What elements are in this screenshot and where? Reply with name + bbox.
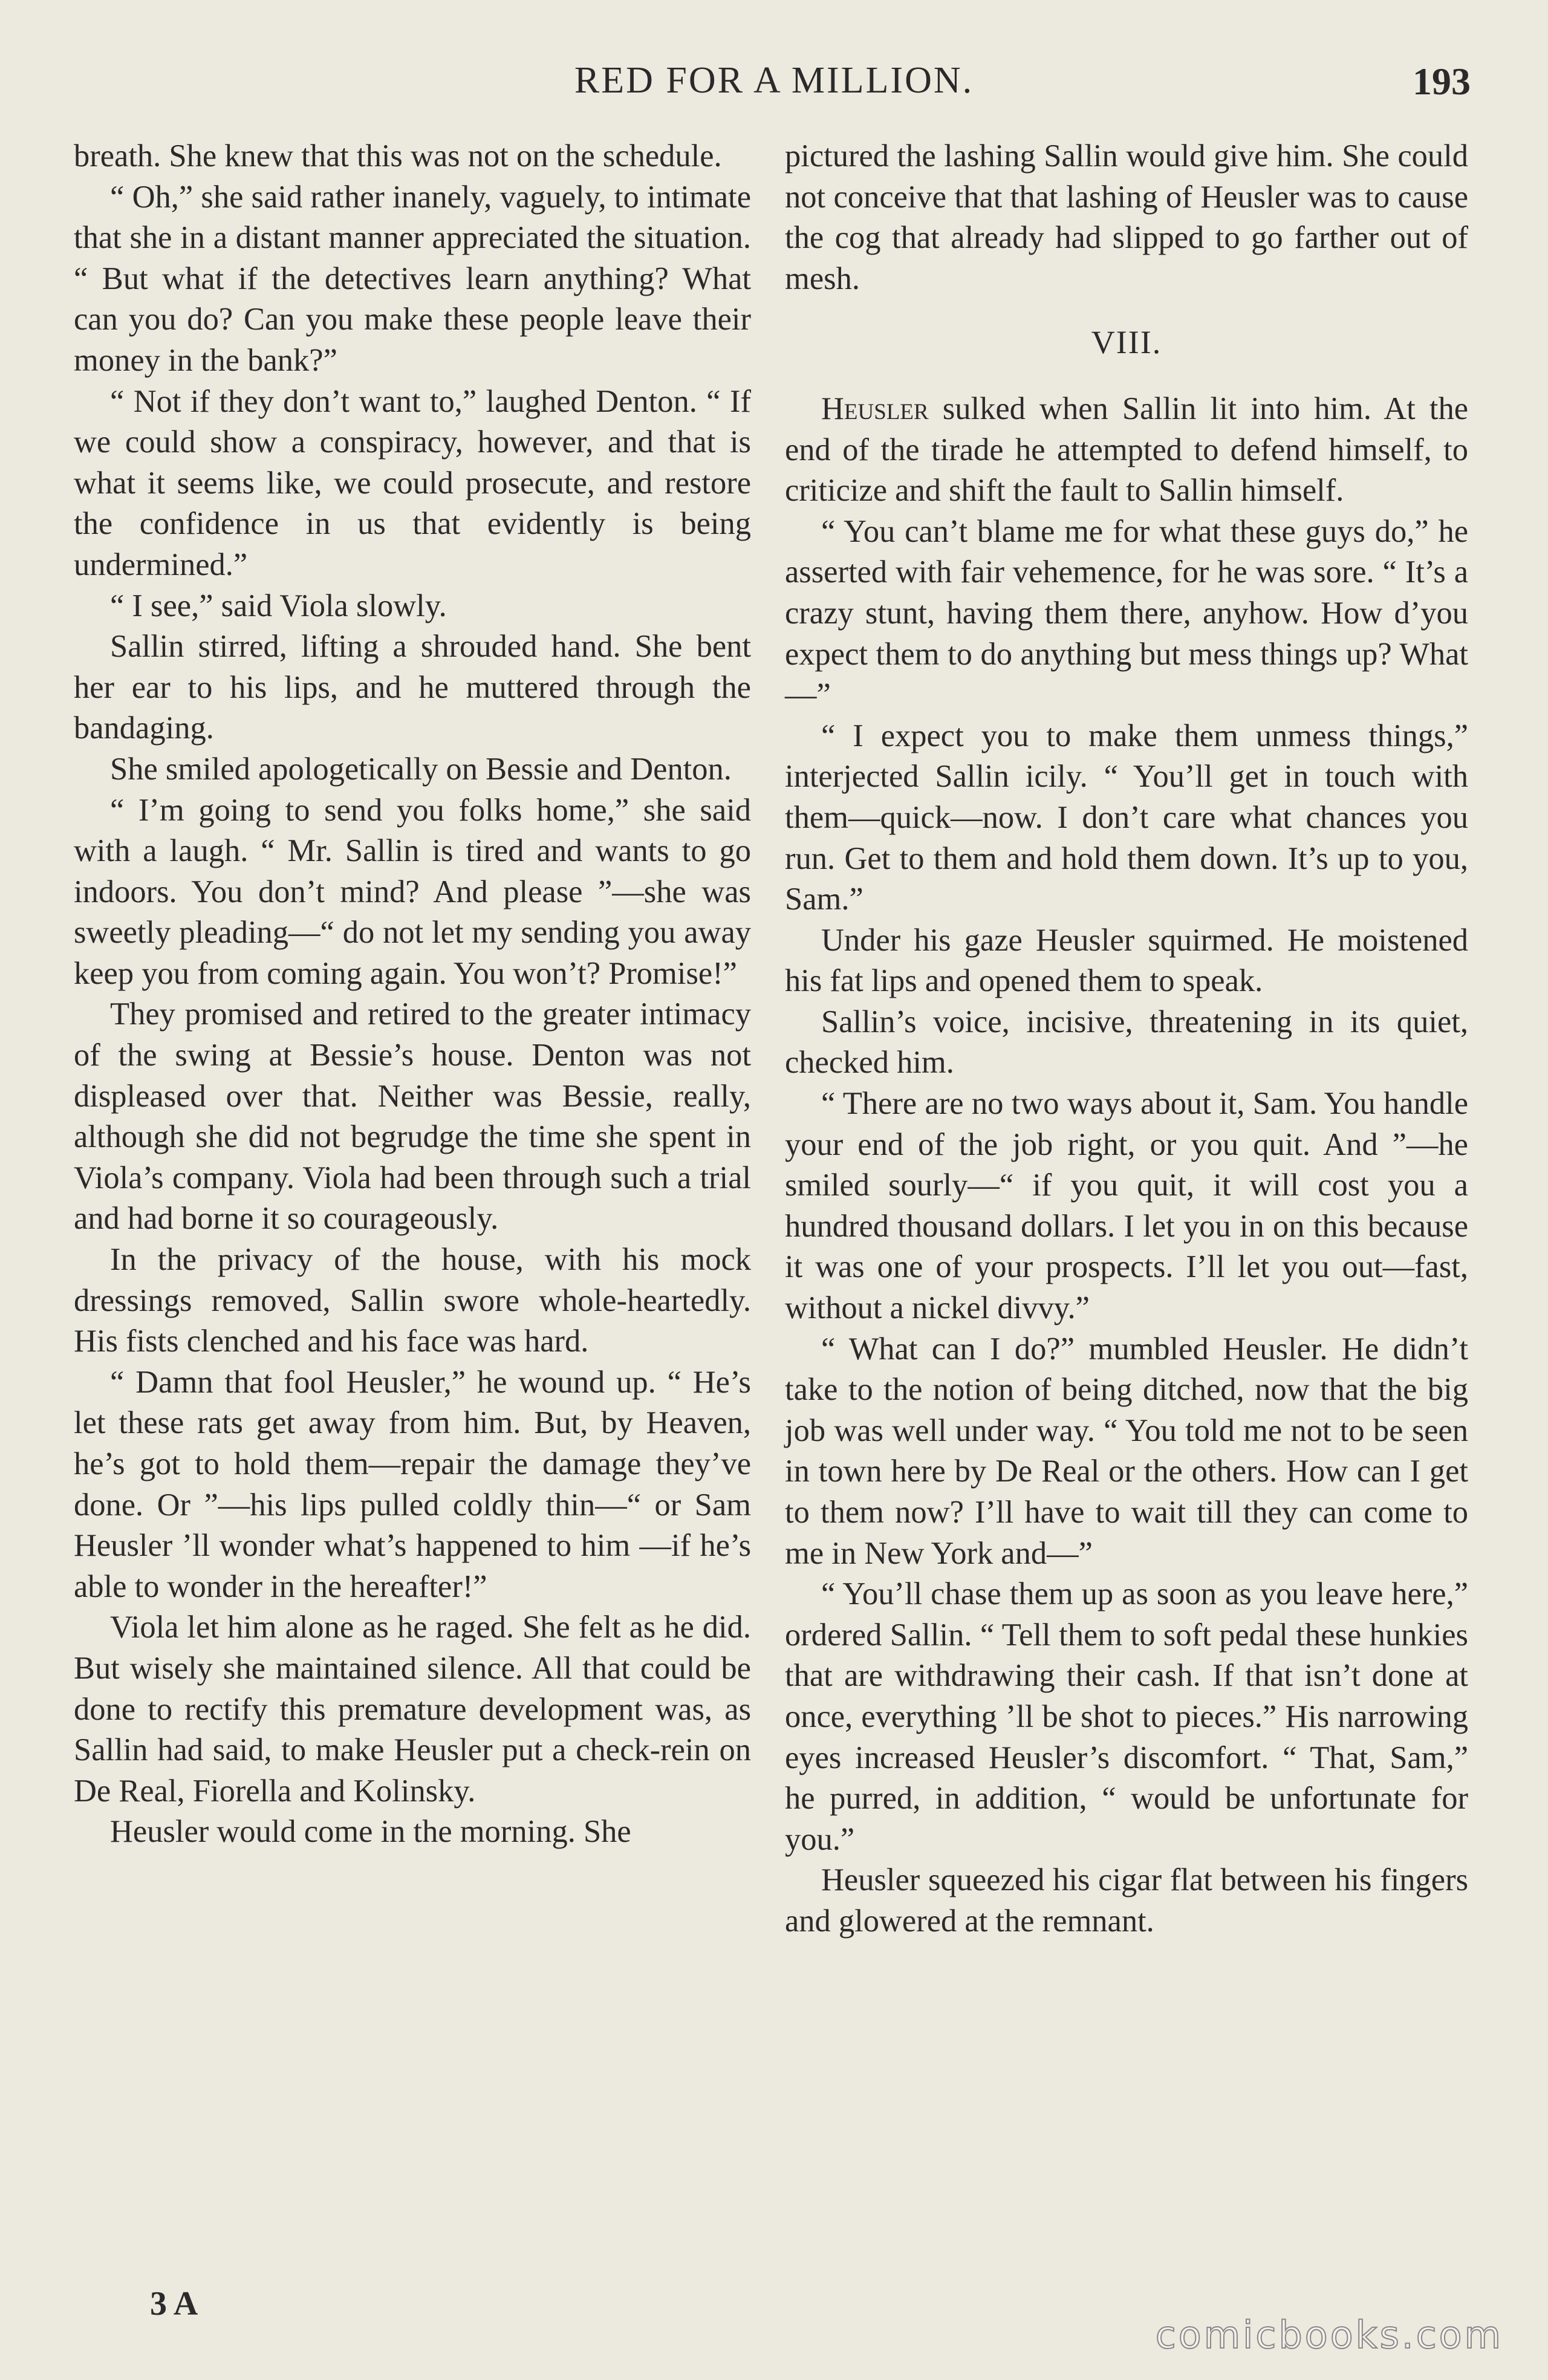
paragraph: Sallin’s voice, incisive, threatening in its quiet, checked him. (785, 1004, 1468, 1081)
paragraph: “ I expect you to make them unmess things,” interjected Sallin icily. “ You’ll get in touch with them—quick—now. I don’t care what chances you run. Get to them and hold them down. It’s up to you, Sam.” (785, 718, 1468, 917)
paragraph: Heusler squeezed his cigar flat between his fingers and glowered at the remnant. (785, 1862, 1468, 1939)
page-number: 193 (1413, 60, 1471, 103)
right-column (785, 136, 1468, 1942)
running-title: RED FOR A MILLION. (574, 60, 974, 101)
signature-mark: 3 A (150, 2285, 198, 2323)
paragraph: pictured the lashing Sallin would give him. She could not conceive that that lashing of Heusler was to cause the cog that already had slipped to go farther out of mesh. (785, 138, 1468, 296)
paragraph: “ Not if they don’t want to,” laughed Denton. “ If we could show a conspiracy, however, and that is what it seems like, we could prosecute, and restore the confidence in us that evidently is being undermined.” (74, 383, 751, 582)
watermark: comicbooks.com (1155, 2313, 1503, 2357)
paragraph: “ Oh,” she said rather inanely, vaguely, to intimate that she in a distant manner appreciated the situation. “ But what if the detectives learn anything? What can you do? Can you make these people leave their money in the bank?” (74, 179, 751, 378)
paragraph: Heusler would come in the morning. She (110, 1814, 631, 1850)
paragraph: They promised and retired to the greater intimacy of the swing at Bessie’s house. Denton was not displeased over that. Neither was Bessie, really, although she did not begrudge the time she spent in Viola’s company. Viola had been through such a trial and had borne it so courageously. (74, 997, 751, 1237)
section-heading: VIII. (1091, 324, 1162, 361)
paragraph: “ You’ll chase them up as soon as you leave here,” ordered Sallin. “ Tell them to soft pedal these hunkies that are withdrawing their cash. If that isn’t done at once, everything ’ll be shot to pieces.” His narrowing eyes increased Heusler’s discomfort. “ That, Sam,” he purred, in addition, “ would be unfortunate for you.” (785, 1576, 1468, 1857)
paragraph: Under his gaze Heusler squirmed. He moistened his fat lips and opened them to speak. (785, 922, 1468, 999)
paragraph: She smiled apologetically on Bessie and Denton. (110, 751, 732, 787)
paragraph: “ I see,” said Viola slowly. (110, 588, 447, 623)
lead-word: Heusler (821, 391, 929, 426)
left-column (74, 136, 751, 1853)
paragraph: “ What can I do?” mumbled Heusler. He didn’t take to the notion of being ditched, now that the big job was well under way. “ You told me not to be seen in town here by De Real or the others. How can I get to them now? I’ll have to wait till they can come to me in New York and—” (785, 1331, 1468, 1571)
running-head (0, 59, 1548, 108)
paragraph: “ There are no two ways about it, Sam. You handle your end of the job right, or you quit. And ”—he smiled sourly—“ if you quit, it will cost you a hundred thousand dollars. I let you in on this because it was one of your prospects. I’ll let you out—fast, without a nickel divvy.” (785, 1086, 1468, 1326)
lead-text: sulked when Sallin lit into him. At the end of the tirade he attempted to defend himself, to criticize and shift the fault to Sallin himself. (785, 391, 1468, 509)
paragraph: “ Damn that fool Heusler,” he wound up. “ He’s let these rats get away from him. But, by Heaven, he’s got to hold them—repair the damage they’ve done. Or ”—his lips pulled coldly thin—“ or Sam Heusler ’ll wonder what’s happened to him —if he’s able to wonder in the hereafter!” (74, 1364, 751, 1604)
paragraph: Viola let him alone as he raged. She felt as he did. But wisely she maintained silence. All that could be done to rectify this premature development was, as Sallin had said, to make Heusler put a check-rein on De Real, Fiorella and Kolinsky. (74, 1610, 751, 1809)
section-lead-paragraph (785, 389, 1468, 512)
paragraph: In the privacy of the house, with his mock dressings removed, Sallin swore whole-heartedly. His fists clenched and his face was hard. (74, 1242, 751, 1359)
paragraph: “ I’m going to send you folks home,” she said with a laugh. “ Mr. Sallin is tired and wants to go indoors. You don’t mind? And please ”—she was sweetly pleading—“ do not let my sending you away keep you from coming again. You won’t? Promise!” (74, 792, 751, 991)
paragraph: “ You can’t blame me for what these guys do,” he asserted with fair vehemence, for he was sore. “ It’s a crazy stunt, having them there, anyhow. How d’you expect them to do anything but mess things up? What—” (785, 513, 1468, 713)
paragraph: Sallin stirred, lifting a shrouded hand. She bent her ear to his lips, and he muttered through the bandaging. (74, 629, 751, 746)
paragraph: breath. She knew that this was not on the schedule. (74, 138, 722, 174)
